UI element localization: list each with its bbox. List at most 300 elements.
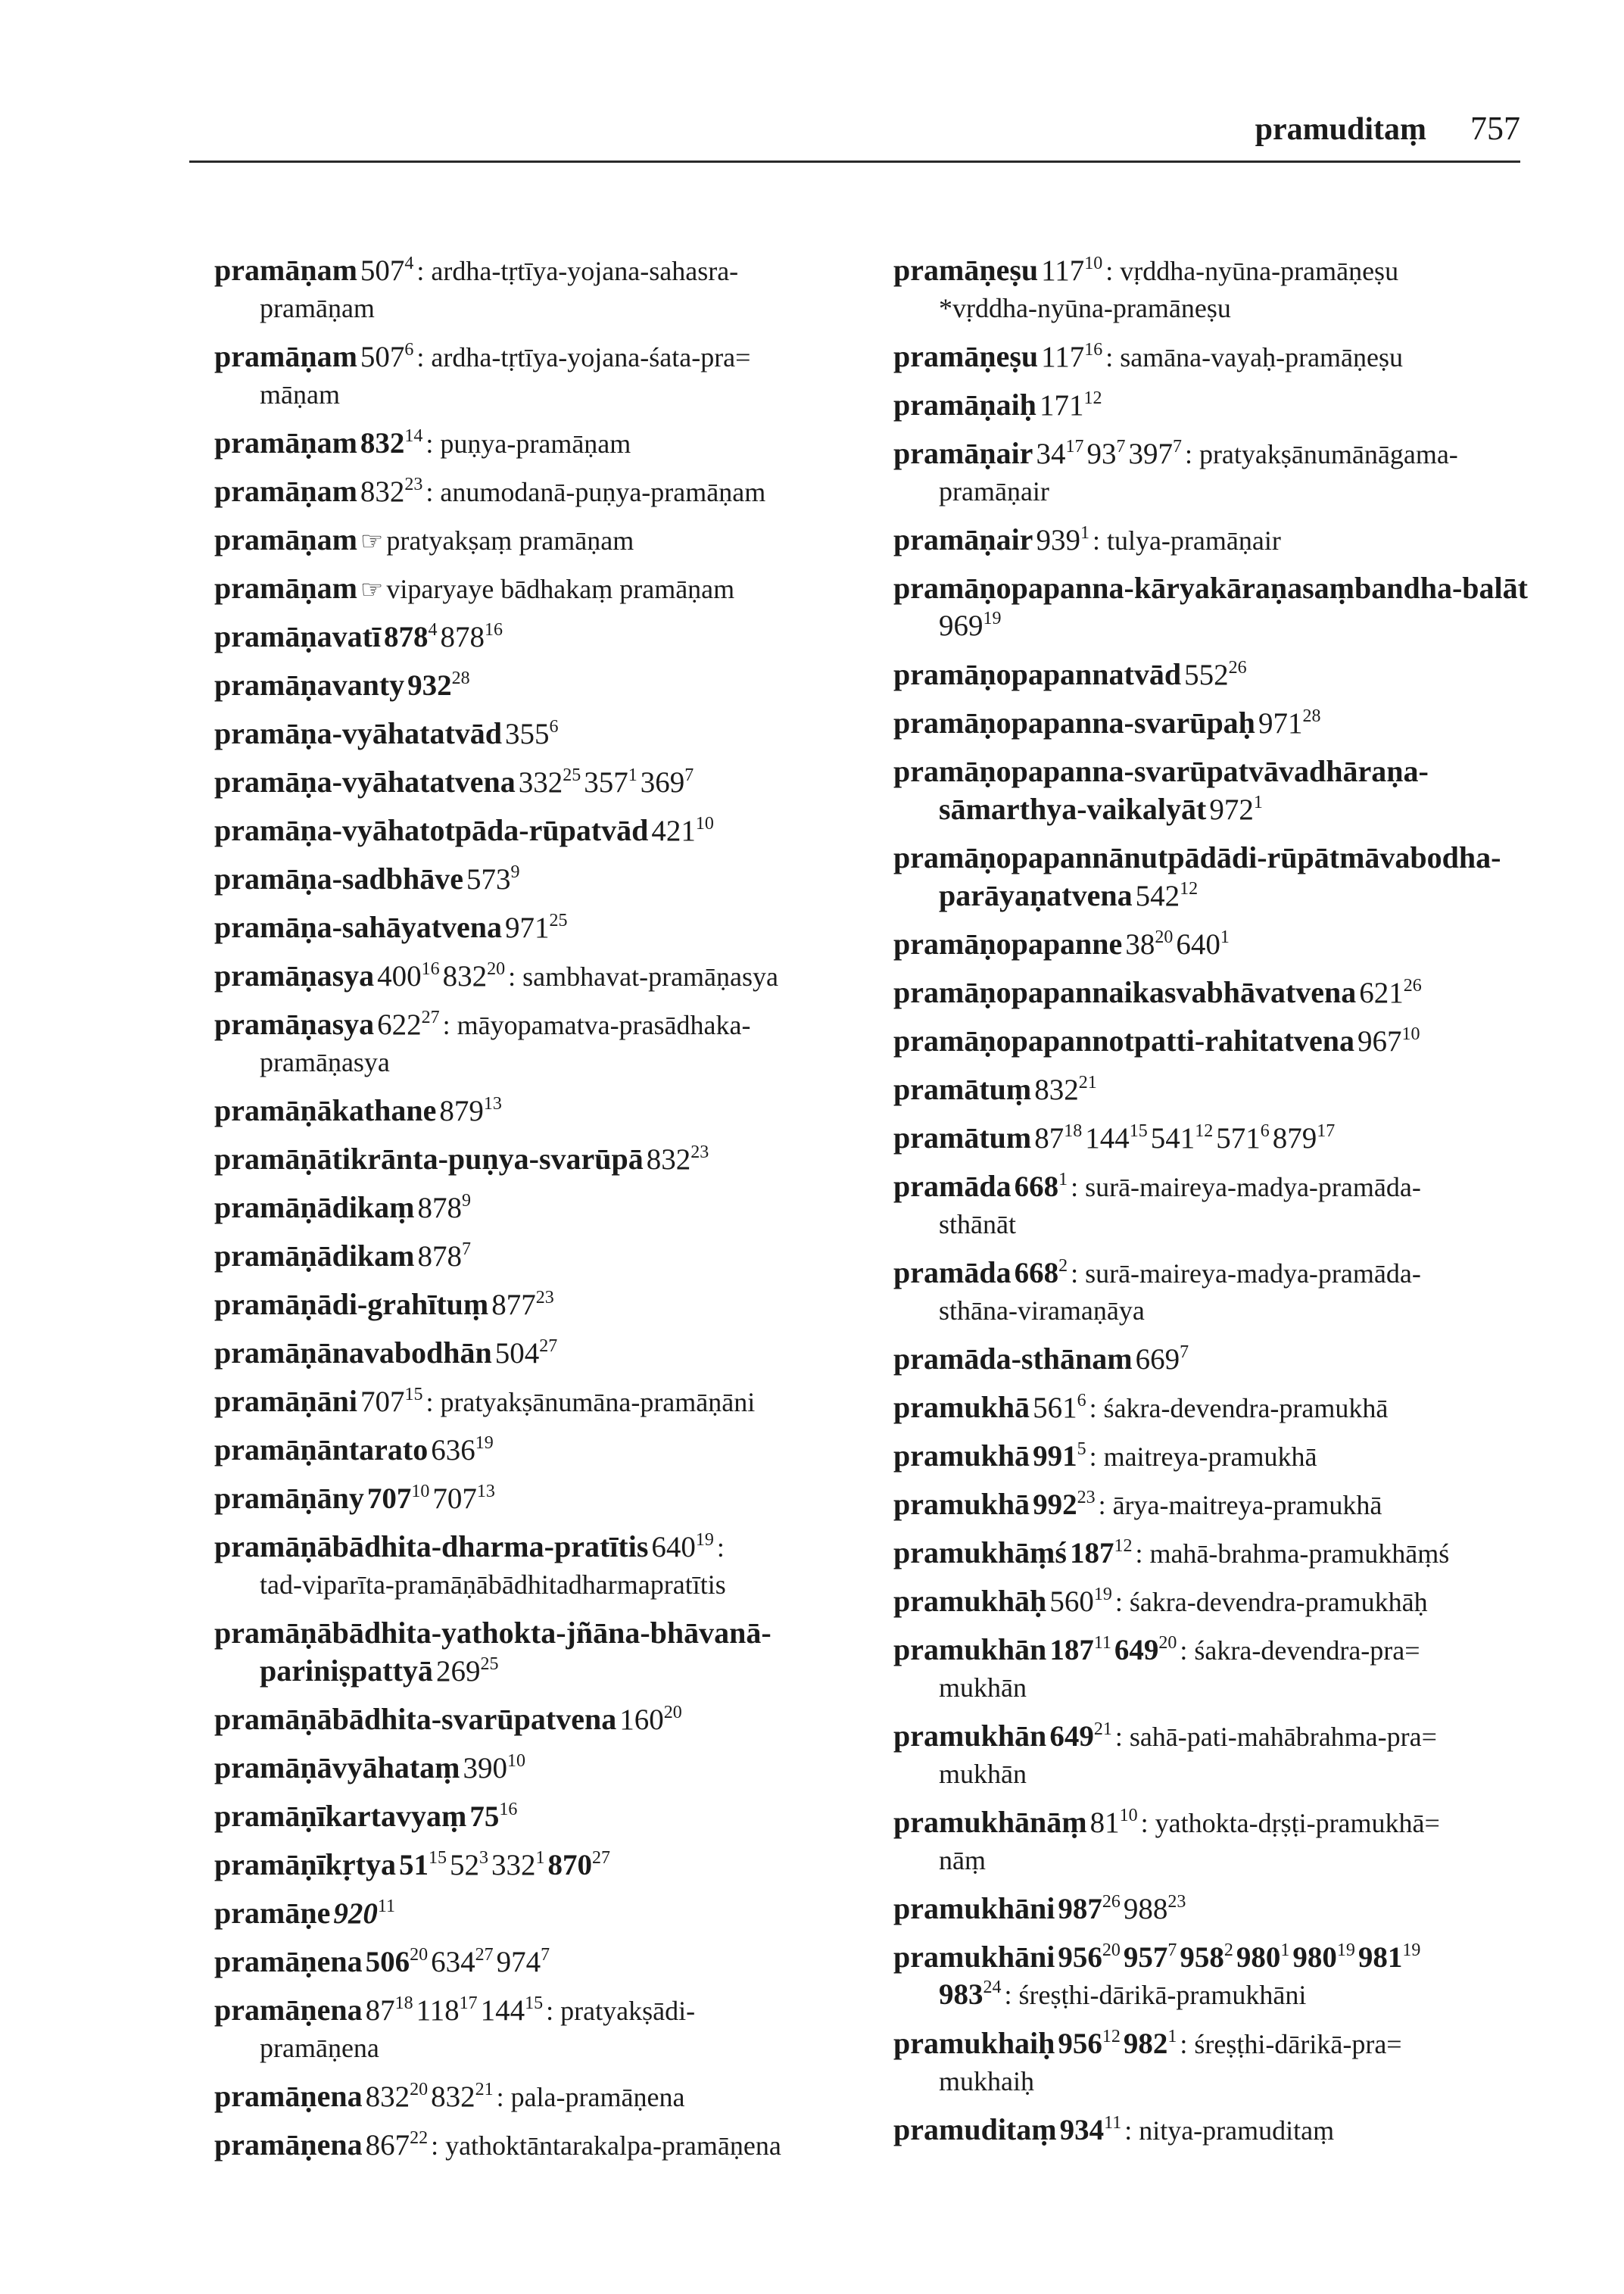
gloss-text: : mahā-brahma-pramukhāṃś [1135,1538,1450,1569]
page-reference-bold: 832 [360,427,405,460]
headword: pramāṇābādhita-dharma-pratītis [214,1529,649,1563]
page-reference-bold: 987 [1058,1893,1102,1925]
gloss-text: : surā-maireya-madya-pramāda- [1071,1172,1421,1202]
page-reference-bold: 934 [1059,2114,1105,2146]
page-reference: 38 [1125,928,1155,961]
line-number: 1 [1167,2027,1177,2046]
page-reference: 117 [1041,254,1085,287]
entry-first-line [214,424,881,462]
page-reference: 967 [1357,1025,1402,1058]
page-reference-bold: 957 [1123,1941,1168,1974]
headword: pramāṇam [214,571,357,605]
gloss-text: māṇam [260,379,340,410]
headword: pramāṇīkṛtya [214,1847,396,1881]
page-reference: 879 [439,1095,484,1127]
headword: pramāṇāntarato [214,1432,429,1466]
headword: pramāṇair [893,522,1033,556]
entry-continuation-line [893,1841,1598,1879]
page-reference: 832 [365,2080,410,2113]
gloss-text: : śakra-devendra-pramukhāḥ [1114,1587,1428,1617]
headword: sāmarthya-vaikalyāt [939,792,1207,826]
index-entry [893,1938,1598,2014]
page-reference: 507 [360,341,405,373]
page-reference: 542 [1135,880,1180,912]
entry-first-line [214,1431,881,1469]
gloss-text: : surā-maireya-madya-pramāda- [1071,1258,1421,1289]
entry-continuation-line [214,289,881,327]
entry-first-line [214,1189,881,1226]
line-number: 2 [1223,1940,1233,1960]
index-entry [214,1092,881,1130]
gloss-text: : nitya-pramuditaṃ [1124,2115,1335,2146]
index-entry [893,435,1598,510]
line-number: 27 [539,1336,558,1356]
page-reference: 369 [640,766,685,799]
index-entry [214,569,881,607]
page-reference: 832 [360,475,405,508]
page-reference: 971 [505,912,550,944]
page-reference: 640 [1176,928,1220,961]
line-number: 7 [1172,437,1182,457]
headword: pramukhā [893,1438,1030,1473]
page-reference: 939 [1036,524,1080,556]
line-number: 5 [1077,1439,1086,1459]
headword: pramāṇopapanna-kāryakāraṇasaṃbandha-balāt [893,571,1528,605]
gloss-text: : ardha-tṛtīya-yojana-śata-pra= [416,342,751,372]
entry-first-line [214,909,881,946]
page-reference: 988 [1123,1893,1168,1925]
page-reference: 144 [480,1994,525,2027]
headword: pramāṇam [214,474,357,508]
gloss-text: tad-viparīta-pramāṇābādhitadharmapratītis [260,1569,726,1600]
line-number: 23 [535,1288,554,1308]
line-number: 25 [480,1654,499,1674]
page-reference: 634 [431,1946,475,1978]
entry-first-line [893,753,1598,790]
page-reference-bold: 980 [1236,1941,1281,1974]
line-number: 20 [487,959,506,979]
headword: pramāṇātikrānta-puṇya-svarūpā [214,1142,644,1176]
line-number: 10 [1119,1806,1138,1825]
running-head: pramuditaṃ [1255,112,1426,147]
page-reference: 144 [1085,1122,1130,1155]
headword: pramāṇādi-grahītuṃ [214,1287,489,1321]
gloss-text: : māyopamatva-prasādhaka- [442,1010,751,1040]
gloss-text: : vṛddha-nyūna-pramāṇeṣu [1105,256,1399,286]
line-number: 16 [1084,340,1103,360]
entry-first-line [893,1485,1598,1523]
headword: pramāda-sthānam [893,1342,1133,1376]
page-reference: 504 [494,1337,540,1370]
headword: pramukhāni [893,1891,1055,1925]
line-number: 20 [663,1703,682,1722]
headword: pramātum [893,1121,1032,1155]
page-reference-bold: 956 [1058,2028,1102,2060]
headword: pramukhāṃś [893,1535,1067,1569]
page-reference: 541 [1150,1122,1195,1155]
headword: pramāṇam [214,339,357,373]
line-number: 19 [475,1433,494,1453]
page-reference: 640 [651,1531,696,1563]
entry-first-line [214,1700,881,1738]
page-reference: 561 [1033,1392,1077,1424]
page-reference: 971 [1258,707,1303,740]
entry-first-line [214,2077,881,2115]
line-number: 6 [549,717,559,737]
page-reference: 34 [1036,438,1066,470]
line-number: 17 [1065,437,1084,457]
page-reference: 877 [491,1289,536,1321]
line-number: 7 [541,1945,550,1965]
line-number: 7 [462,1239,471,1259]
entry-first-line [214,1797,881,1835]
page-reference-bold-italic: 920 [333,1897,378,1930]
headword: pramāda [893,1255,1011,1289]
index-entry [893,521,1598,559]
line-number: 21 [475,2080,494,2099]
gloss-text: : śakra-devendra-pra= [1180,1635,1420,1666]
page-reference-bold: 75 [469,1800,500,1833]
line-number: 19 [695,1530,714,1550]
page-reference-bold: 991 [1033,1440,1077,1473]
headword: pramāṇena [214,1993,363,2027]
index-entry [893,251,1598,327]
index-column-left [214,251,881,2174]
headword: pramāda [893,1169,1011,1203]
entry-first-line [893,251,1598,289]
gloss-text: : yathokta-dṛṣṭi-pramukhā= [1140,1808,1440,1838]
pointing-hand-icon: ☞ [360,526,384,556]
index-entry [214,1846,881,1884]
headword: pramāṇeṣu [893,253,1039,287]
line-number: 16 [421,959,440,979]
index-entry [893,569,1598,645]
page-reference: 355 [505,718,550,750]
line-number: 25 [563,765,581,785]
line-number: 1 [1280,1940,1290,1960]
entry-first-line [893,569,1598,607]
index-entry [214,1431,881,1469]
index-entry [214,1797,881,1835]
page-reference: 117 [1041,341,1085,373]
line-number: 20 [1102,1940,1121,1960]
entry-first-line [893,1340,1598,1378]
entry-first-line [214,1382,881,1420]
line-number: 10 [695,814,714,834]
headword: pramāṇādikam [214,1239,415,1273]
line-number: 4 [428,620,438,640]
index-entry [214,1528,881,1604]
page-reference: 878 [417,1240,462,1273]
page-reference: 636 [431,1434,475,1466]
gloss-text: mukhān [939,1672,1027,1703]
index-entry [893,753,1598,828]
gloss-text: pramāṇam [260,293,375,323]
index-entry [214,1614,881,1690]
line-number: 4 [404,254,414,273]
entry-first-line [214,251,881,289]
headword: pramāṇa-sahāyatvena [214,910,503,944]
line-number: 20 [410,2080,429,2099]
headword: pramāṇa-vyāhatatvād [214,716,503,750]
line-number: 15 [525,1993,544,2013]
gloss-text: pramāṇair [939,476,1049,506]
entry-first-line [893,1119,1598,1157]
page-reference: 332 [518,766,563,799]
headword: pramukhā [893,1390,1030,1424]
line-number: 10 [1401,1024,1420,1044]
index-entry [214,1237,881,1275]
entry-first-line [893,1938,1598,1976]
headword: pramāṇāvyāhataṃ [214,1750,460,1784]
entry-first-line [214,1528,881,1566]
line-number: 18 [394,1993,413,2013]
entry-first-line [893,1890,1598,1928]
entry-first-line [214,1614,881,1652]
page-reference: 832 [1034,1074,1079,1106]
line-number: 27 [475,1945,494,1965]
entry-first-line [893,839,1598,877]
line-number: 15 [404,1385,423,1404]
entry-first-line [893,386,1598,424]
page-reference: 571 [1216,1122,1261,1155]
entry-continuation-line [893,790,1598,828]
headword: pramāṇavatī [214,619,381,653]
gloss-text: mukhān [939,1759,1027,1789]
page-reference: 118 [416,1994,460,2027]
headword: pramāṇe [214,1896,331,1930]
index-entry [214,1894,881,1932]
line-number: 7 [1180,1342,1189,1362]
gloss-text: sthānāt [939,1209,1016,1239]
headword: pramāṇa-vyāhatatvena [214,765,516,799]
headword: pramāṇam [214,522,357,556]
headword: pramāṇādikaṃ [214,1190,415,1224]
page-reference-bold: 668 [1014,1257,1059,1289]
index-entry [214,338,881,413]
page-reference: 832 [646,1143,691,1176]
index-entry [214,666,881,704]
entry-first-line [893,1534,1598,1572]
index-entry [893,1119,1598,1157]
entry-continuation-line [893,2062,1598,2100]
page-reference: 622 [377,1008,422,1041]
entry-first-line [893,974,1598,1011]
entry-first-line [214,618,881,656]
index-entry [893,1890,1598,1928]
page-reference: 87 [365,1994,395,2027]
line-number: 20 [410,1945,429,1965]
entry-first-line [893,1717,1598,1755]
index-entry [214,1700,881,1738]
entry-first-line [893,1071,1598,1108]
index-entry [893,2024,1598,2100]
index-entry [893,2111,1598,2149]
page-reference: 421 [651,815,696,847]
headword: pramāṇam [214,253,357,287]
page-reference-bold: 878 [384,621,429,653]
index-entry [893,1582,1598,1620]
entry-first-line [214,1894,881,1932]
line-number: 12 [1180,879,1199,899]
index-entry [893,704,1598,742]
page-reference: 972 [1209,793,1254,826]
entry-first-line [214,957,881,995]
page-reference: 160 [619,1703,664,1736]
entry-continuation-line [893,877,1598,915]
gloss-text: : pala-pramāṇena [496,2082,685,2112]
gloss-text: : sahā-pati-mahābrahma-pra= [1114,1722,1437,1752]
entry-first-line [214,1092,881,1130]
index-entry [893,1071,1598,1108]
entry-first-line [214,666,881,704]
index-entry [893,925,1598,963]
gloss-text: : puṇya-pramāṇam [425,429,631,459]
line-number: 1 [1253,793,1263,812]
line-number: 16 [485,620,503,640]
line-number: 26 [1102,1892,1121,1912]
index-entry [893,1437,1598,1475]
entry-continuation-line [214,2029,881,2067]
entry-continuation-line [893,1292,1598,1329]
entry-first-line [214,1991,881,2029]
index-entry [214,812,881,849]
index-entry [214,251,881,327]
line-number: 15 [429,1848,447,1868]
page-reference: 400 [377,960,422,993]
line-number: 23 [404,475,423,494]
entry-continuation-line [893,1205,1598,1243]
index-entry [214,1382,881,1420]
entry-first-line [214,1943,881,1981]
line-number: 9 [462,1191,471,1211]
index-entry [893,1022,1598,1060]
page-reference-bold: 870 [547,1849,592,1881]
entry-first-line [214,521,881,559]
page-reference: 357 [584,766,628,799]
line-number: 13 [483,1094,502,1114]
page-reference: 878 [440,621,485,653]
index-entry [214,2126,881,2164]
index-entry [214,2077,881,2115]
page-reference: 552 [1184,659,1229,691]
index-entry [214,1140,881,1178]
line-number: 1 [628,765,637,785]
page-reference: 269 [435,1655,481,1688]
index-entry [214,1334,881,1372]
line-number: 13 [476,1482,495,1501]
line-number: 6 [1260,1121,1270,1141]
line-number: 28 [451,669,470,688]
line-number: 7 [1116,437,1126,457]
entry-first-line [214,763,881,801]
line-number: 14 [404,426,423,446]
entry-continuation-line [214,1652,881,1690]
page-reference: 507 [360,254,405,287]
entry-first-line [893,521,1598,559]
index-entry [893,839,1598,915]
page-reference: 332 [491,1849,536,1881]
line-number: 7 [684,765,694,785]
page-reference-bold: 649 [1114,1634,1159,1666]
entry-continuation-line [893,607,1598,645]
page-reference-bold: 668 [1014,1170,1059,1203]
line-number: 18 [1064,1121,1083,1141]
line-number: 10 [1084,254,1103,273]
page-number: 757 [1470,110,1520,147]
headword: pramāṇasya [214,958,375,993]
index-column-right [893,251,1598,2159]
line-number: 20 [1155,927,1174,947]
line-number: 11 [1093,1633,1111,1653]
entry-first-line [214,1479,881,1517]
gloss-text: : samāna-vayaḥ-pramāṇeṣu [1105,342,1404,372]
page-reference: 974 [496,1946,541,1978]
headword: pramāṇena [214,2079,363,2113]
line-number: 21 [1093,1719,1112,1739]
entry-continuation-line [214,376,881,413]
entry-first-line [214,1846,881,1884]
line-number: 1 [535,1848,545,1868]
line-number: 11 [377,1897,395,1916]
headword: pramāṇair [893,436,1033,470]
page-reference: 621 [1359,977,1404,1009]
headword: pramāṇopapanna-svarūpaḥ [893,706,1255,740]
headword: pramāṇam [214,425,357,460]
gloss-text: pratyakṣaṃ pramāṇam [386,525,634,556]
gloss-text: : pratyakṣānumānāgama- [1184,439,1458,469]
entry-continuation-line [214,1566,881,1604]
entry-first-line [893,338,1598,376]
page-reference-bold: 956 [1058,1941,1102,1974]
page-reference-bold: 958 [1180,1941,1224,1974]
index-entry [214,521,881,559]
page-reference-bold: 981 [1357,1941,1403,1974]
index-entry [214,1286,881,1323]
entry-continuation-line [893,289,1598,327]
index-entry [893,1254,1598,1329]
headword: pramāṇa-sadbhāve [214,862,463,896]
entry-first-line [893,2024,1598,2062]
gloss-text: : ārya-maitreya-pramukhā [1098,1490,1382,1520]
page-reference: 707 [432,1482,477,1515]
index-entry [214,1943,881,1981]
headword: pramāṇopapanna-svarūpatvāvadhāraṇa- [893,754,1429,788]
page-reference-bold: 649 [1049,1720,1094,1753]
headword: pramāṇeṣu [893,339,1039,373]
headword: pramāṇābādhita-yathokta-jñāna-bhāvanā- [214,1616,771,1650]
page-reference-bold: 187 [1049,1634,1094,1666]
line-number: 19 [983,609,1002,628]
headword: pramāṇākathane [214,1093,437,1127]
entry-first-line [214,1140,881,1178]
line-number: 19 [1336,1940,1355,1960]
entry-first-line [893,925,1598,963]
entry-first-line [893,1582,1598,1620]
line-number: 25 [549,911,568,930]
gloss-text: : pratyakṣānumāna-pramāṇāni [425,1387,756,1417]
page-reference: 969 [939,609,983,642]
index-entry [893,1167,1598,1243]
index-entry [214,1479,881,1517]
line-number: 12 [1195,1121,1214,1141]
line-number: 1 [1220,927,1230,947]
index-entry [893,1534,1598,1572]
gloss-text: sthāna-viramaṇāya [939,1295,1145,1326]
headword: pramāṇopapannaikasvabhāvatvena [893,975,1357,1009]
gloss-text: pramāṇena [260,2033,379,2063]
headword: pramāṇābādhita-svarūpatvena [214,1702,617,1736]
